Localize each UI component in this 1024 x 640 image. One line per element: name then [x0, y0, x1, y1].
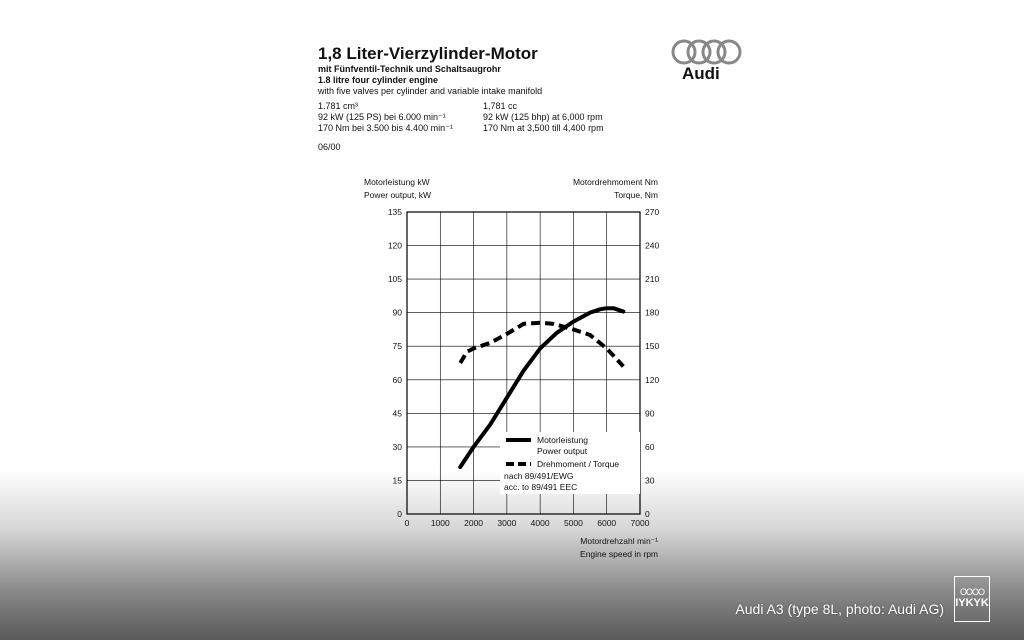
chart-legend: [500, 432, 640, 494]
badge-rings-icon: OOOO: [959, 587, 984, 597]
badge-text: IYKYK: [955, 597, 989, 609]
x-tick-label: 3000: [497, 518, 517, 528]
legend-power-de: Motorleistung: [537, 435, 589, 445]
engine-title: 1,8 Liter-Vierzylinder-Motor: [318, 44, 538, 63]
x-tick-label: 0: [404, 518, 410, 528]
subtitle-german: mit Fünfventil-Technik und Schaltsaugrohr: [318, 64, 501, 74]
x-axis-ticks: [405, 518, 650, 528]
spec-displacement-de: 1.781 cm³: [318, 101, 359, 111]
legend-note-de: nach 89/491/EWG: [504, 471, 574, 481]
x-tick-label: 2000: [464, 518, 484, 528]
x-tick-label: 5000: [563, 518, 583, 528]
photo-caption: Audi A3 (type 8L, photo: Audi AG): [735, 601, 944, 617]
left-tick-label: 45: [392, 408, 402, 419]
spec-torque-de: 170 Nm bei 3.500 bis 4.400 min⁻¹: [318, 123, 453, 133]
audi-wordmark: Audi: [682, 64, 720, 83]
left-tick-label: 75: [392, 341, 402, 352]
right-tick-label: 150: [645, 341, 660, 352]
left-tick-label: 105: [387, 274, 402, 285]
right-tick-label: 30: [645, 475, 655, 486]
left-axis-label-en: Power output, kW: [364, 190, 432, 200]
right-tick-label: 90: [645, 408, 655, 419]
legend-torque: Drehmoment / Torque: [537, 459, 620, 469]
spec-power-en: 92 kW (125 bhp) at 6,000 rpm: [483, 112, 603, 122]
right-tick-label: 180: [645, 307, 660, 318]
left-tick-label: 30: [392, 441, 402, 452]
left-axis-label-de: Motorleistung kW: [364, 177, 430, 187]
subtitle-english: with five valves per cylinder and variable intake manifold: [318, 86, 543, 96]
right-tick-label: 240: [645, 240, 660, 251]
x-tick-label: 7000: [630, 518, 650, 528]
right-tick-label: 120: [645, 374, 660, 385]
left-tick-label: 60: [392, 374, 402, 385]
right-tick-label: 210: [645, 274, 660, 285]
right-tick-label: 270: [645, 207, 660, 217]
left-tick-label: 120: [387, 240, 402, 251]
right-axis-ticks: [645, 207, 659, 519]
spec-power-de: 92 kW (125 PS) bei 6.000 min⁻¹: [318, 112, 446, 122]
x-axis-label-de: Motordrehzahl min⁻¹: [580, 536, 658, 546]
subtitle-english-bold: 1.8 litre four cylinder engine: [318, 75, 439, 85]
right-tick-label: 0: [645, 509, 650, 519]
right-tick-label: 60: [645, 441, 655, 452]
iykyk-badge: [954, 576, 990, 622]
right-axis-label-en: Torque, Nm: [614, 190, 658, 200]
left-tick-label: 135: [387, 207, 402, 217]
left-tick-label: 15: [392, 475, 402, 486]
spec-displacement-en: 1,781 cc: [483, 101, 518, 111]
document-date: 06/00: [318, 142, 341, 152]
left-tick-label: 0: [397, 509, 402, 519]
x-tick-label: 6000: [597, 518, 617, 528]
legend-note-en: acc. to 89/491 EEC: [504, 482, 578, 492]
spec-torque-en: 170 Nm at 3,500 till 4,400 rpm: [483, 123, 604, 133]
legend-power-en: Power output: [537, 446, 588, 456]
x-tick-label: 4000: [530, 518, 550, 528]
x-axis-label-en: Engine speed in rpm: [580, 549, 658, 559]
left-tick-label: 90: [392, 307, 402, 318]
right-axis-label-de: Motordrehmoment Nm: [572, 177, 658, 187]
x-tick-label: 1000: [430, 518, 450, 528]
left-axis-ticks: [388, 207, 402, 519]
